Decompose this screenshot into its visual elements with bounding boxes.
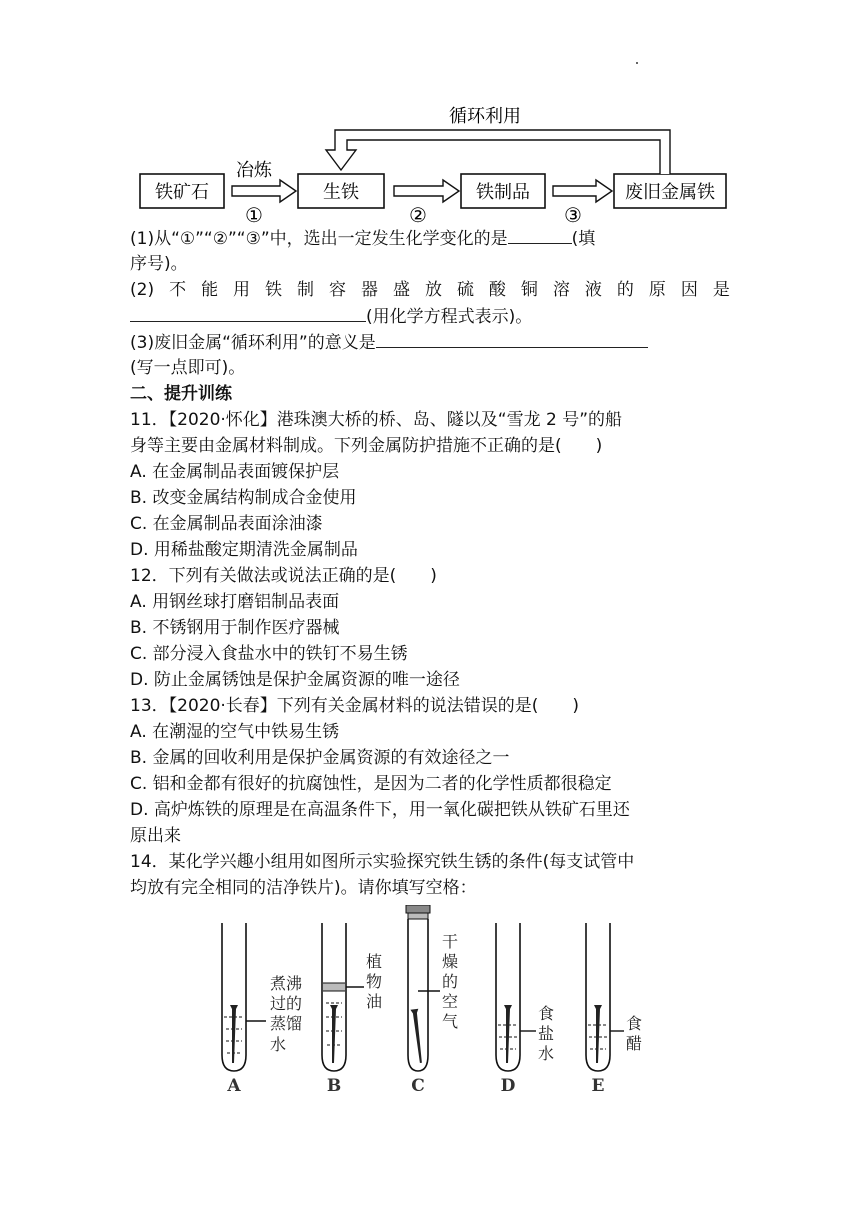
arrow-2	[394, 180, 459, 202]
q11-option-b[interactable]: B. 改变金属结构制成合金使用	[130, 488, 357, 508]
q10-p3-line	[130, 329, 730, 355]
q11-stem-2: 身等主要由金属材料制成。下列金属防护措施不正确的是( )	[130, 436, 603, 456]
annotation-d-2: 盐	[538, 1024, 555, 1043]
q10-p2-char: 因	[680, 280, 698, 300]
q12-option-b[interactable]: B. 不锈钢用于制作医疗器械	[130, 618, 340, 638]
step-2: ②	[409, 203, 427, 227]
q12-option-c[interactable]: C. 部分浸入食盐水中的铁钉不易生锈	[130, 644, 408, 664]
q10-p2-char: 的	[616, 280, 634, 300]
q10-p2-char: 器	[360, 280, 378, 300]
node-pig-iron: 生铁	[323, 182, 359, 203]
q10-p1c: 序号)。	[130, 254, 188, 274]
annotation-c-5: 气	[442, 1012, 459, 1031]
annotation-b-3: 油	[366, 992, 383, 1011]
q13-option-d[interactable]: D. 高炉炼铁的原理是在高温条件下，用一氧化碳把铁从铁矿石里还	[130, 800, 630, 820]
q13-option-d-cont: 原出来	[130, 826, 181, 846]
annotation-e-1: 食	[626, 1014, 643, 1033]
q10-p2-char: 溶	[552, 280, 570, 300]
q12-option-d[interactable]: D. 防止金属锈蚀是保护金属资源的唯一途径	[130, 670, 460, 690]
q12-stem: 12．下列有关做法或说法正确的是( )	[130, 566, 437, 586]
q10-p2-char: 铁	[265, 280, 283, 300]
q11-option-d[interactable]: D. 用稀盐酸定期清洗金属制品	[130, 540, 358, 560]
q10-p2-char: (2)	[130, 280, 155, 300]
annotation-a-1: 煮沸	[270, 974, 303, 993]
q11-option-a[interactable]: A. 在金属制品表面镀保护层	[130, 462, 340, 482]
test-tubes-figure	[200, 905, 670, 1095]
q10-p1-line	[130, 225, 730, 251]
tube-label-c: C	[411, 1076, 425, 1095]
smelt-label: 冶炼	[236, 160, 272, 181]
q10-p2-char: 制	[297, 280, 315, 300]
recycle-label: 循环利用	[449, 106, 521, 127]
q10-p2-char: 是	[712, 280, 730, 300]
iron-cycle-diagram	[130, 100, 740, 230]
node-scrap-iron: 废旧金属铁	[625, 182, 715, 203]
q10-answer-blank-1[interactable]	[508, 225, 572, 244]
annotation-b-1: 植	[366, 952, 383, 971]
question-text	[130, 225, 730, 901]
q13-option-b[interactable]: B. 金属的回收利用是保护金属资源的有效途径之一	[130, 748, 510, 768]
annotation-c-2: 燥	[442, 952, 459, 971]
q10-p2b-line	[130, 303, 730, 329]
tube-label-b: B	[326, 1076, 342, 1095]
q13-stem: 13．【2020·长春】下列有关金属材料的说法错误的是( )	[130, 696, 580, 716]
q10-p2-line	[130, 277, 730, 303]
q14-stem-2: 均放有完全相同的洁净铁片)。请你填写空格：	[130, 878, 477, 898]
tube-label-d: D	[500, 1076, 516, 1095]
annotation-d-1: 食	[538, 1004, 555, 1023]
annotation-c-3: 的	[442, 972, 459, 991]
tube-a	[222, 923, 266, 1071]
tube-label-a: A	[227, 1076, 241, 1095]
section-heading: 二、提升训练	[130, 384, 232, 404]
q10-p2-char: 不	[169, 280, 187, 300]
node-iron-product: 铁制品	[476, 182, 530, 203]
q12-option-a[interactable]: A. 用钢丝球打磨铝制品表面	[130, 592, 340, 612]
q10-p2-char: 酸	[488, 280, 506, 300]
annotation-a-4: 水	[270, 1035, 287, 1054]
q14-stem-1: 14．某化学兴趣小组用如图所示实验探究铁生锈的条件(每支试管中	[130, 852, 635, 872]
annotation-c-4: 空	[442, 992, 459, 1011]
q11-stem-1: 11．【2020·怀化】港珠澳大桥的桥、岛、隧以及“雪龙 2 号”的船	[130, 410, 623, 430]
q10-p2-char: 放	[424, 280, 442, 300]
tube-b	[322, 923, 364, 1071]
annotation-c-1: 干	[442, 932, 459, 951]
q10-p2-char: 铜	[520, 280, 538, 300]
q10-p2-char: 能	[201, 280, 219, 300]
step-1: ①	[245, 203, 263, 227]
q10-p2-char: 液	[584, 280, 602, 300]
annotation-a-2: 过的	[270, 994, 303, 1013]
annotation-b-2: 物	[366, 972, 383, 991]
annotation-e-2: 醋	[626, 1034, 643, 1053]
q10-p1a: (1)从“①”“②”“③”中，选出一定发生化学变化的是	[130, 229, 508, 249]
q10-p2-char: 硫	[456, 280, 474, 300]
q11-option-c[interactable]: C. 在金属制品表面涂油漆	[130, 514, 323, 534]
arrow-1	[232, 180, 296, 202]
q10-answer-blank-2[interactable]	[130, 303, 366, 322]
arrow-3	[553, 180, 612, 202]
q13-option-a[interactable]: A. 在潮湿的空气中铁易生锈	[130, 722, 340, 742]
q10-p2-char: 用	[233, 280, 251, 300]
node-iron-ore: 铁矿石	[155, 182, 209, 203]
speck	[636, 62, 638, 64]
step-3: ③	[564, 203, 582, 227]
q10-p3b: (写一点即可)。	[130, 358, 246, 378]
q10-p2b: (用化学方程式表示)。	[366, 307, 533, 327]
q10-p2-char: 盛	[392, 280, 410, 300]
tube-e	[586, 923, 624, 1071]
q13-option-c[interactable]: C. 铝和金都有很好的抗腐蚀性，是因为二者的化学性质都很稳定	[130, 774, 612, 794]
annotation-d-3: 水	[538, 1044, 555, 1063]
q10-p3a: (3)废旧金属“循环利用”的意义是	[130, 333, 376, 353]
tube-d	[496, 923, 536, 1071]
tube-label-e: E	[591, 1076, 605, 1095]
tube-c	[406, 905, 440, 1071]
q10-p2-char: 原	[648, 280, 666, 300]
q10-answer-blank-3[interactable]	[376, 329, 648, 348]
q10-p1b: (填	[571, 229, 596, 249]
annotation-a-3: 蒸馏	[270, 1014, 303, 1033]
q10-p2-char: 容	[329, 280, 346, 300]
recycle-arrow	[326, 130, 670, 174]
